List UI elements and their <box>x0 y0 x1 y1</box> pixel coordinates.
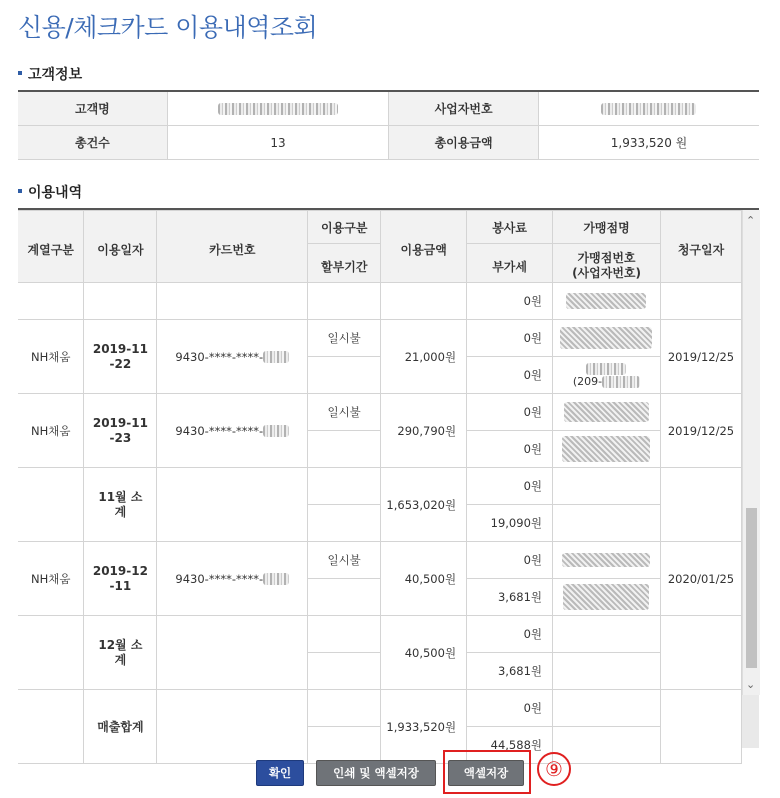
fee-cell: 0원 <box>467 320 553 357</box>
highlight-box <box>443 750 531 794</box>
card-cell: 9430-****-****- <box>157 394 308 468</box>
header-service-fee: 봉사료 <box>467 211 553 244</box>
customer-name-value <box>167 91 388 126</box>
header-billing-date: 청구일자 <box>661 211 742 289</box>
use-type-cell: 일시불 <box>308 320 381 357</box>
count-label: 총건수 <box>18 126 167 160</box>
fee-cell: 0원 <box>467 616 553 653</box>
table-row <box>18 690 742 727</box>
amount-cell: 21,000원 <box>381 320 467 394</box>
table-row <box>18 320 742 357</box>
date-cell: 2019-12 -11 <box>84 542 157 616</box>
biz-number-label: 사업자번호 <box>389 91 539 126</box>
chevron-up-icon[interactable]: ⌃ <box>746 214 756 227</box>
type-cell: NH채움 <box>18 320 84 394</box>
date-cell: 2019-11 -23 <box>84 394 157 468</box>
card-cell: 9430-****-****- <box>157 542 308 616</box>
merchant-no-cell <box>553 579 661 616</box>
table-row <box>18 283 742 320</box>
type-cell: NH채움 <box>18 394 84 468</box>
merchant-cell <box>553 542 661 579</box>
amount-cell: 1,653,020원 <box>381 468 467 542</box>
subtotal-label: 11월 소 계 <box>84 468 157 542</box>
vertical-scrollbar[interactable] <box>742 210 760 695</box>
header-use-type: 이용구분 <box>308 211 381 244</box>
fee-cell: 0원 <box>467 690 553 727</box>
vat-cell: 3,681원 <box>467 579 553 616</box>
customer-info-table <box>18 90 759 160</box>
header-merchant: 가맹점명 <box>553 211 661 244</box>
merchant-no-cell <box>553 431 661 468</box>
chevron-down-icon[interactable]: ⌄ <box>746 678 756 691</box>
card-cell: 9430-****-****- <box>157 320 308 394</box>
amount-cell: 40,500원 <box>381 616 467 690</box>
usage-table-header <box>18 210 742 289</box>
vat-cell: 44,588원 <box>467 727 553 764</box>
billing-cell: 2019/12/25 <box>660 394 741 468</box>
customer-section-title: 고객정보 <box>18 64 82 84</box>
subtotal-label: 12월 소 계 <box>84 616 157 690</box>
use-type-cell: 일시불 <box>308 394 381 431</box>
table-row <box>18 394 742 431</box>
fee-cell: 0원 <box>467 542 553 579</box>
billing-cell: 2020/01/25 <box>660 542 741 616</box>
excel-save-button[interactable]: 액셀저장 <box>448 760 524 786</box>
header-installment: 할부기간 <box>308 244 381 289</box>
vat-cell: 3,681원 <box>467 653 553 690</box>
vat-cell: 0원 <box>467 357 553 394</box>
usage-list <box>18 208 759 752</box>
merchant-cell <box>553 320 661 357</box>
confirm-button[interactable]: 확인 <box>256 760 304 786</box>
table-row <box>18 542 742 579</box>
use-type-cell: 일시불 <box>308 542 381 579</box>
print-excel-button[interactable]: 인쇄 및 액셀저장 <box>316 760 436 786</box>
total-amount-label: 총이용금액 <box>389 126 539 160</box>
fee-cell: 0원 <box>467 468 553 505</box>
vat-cell: 0원 <box>467 431 553 468</box>
usage-section-title: 이용내역 <box>18 182 82 202</box>
table-row <box>18 468 742 505</box>
page-title: 신용/체크카드 이용내역조회 <box>18 13 318 42</box>
header-card: 카드번호 <box>157 211 308 289</box>
vat-cell: 19,090원 <box>467 505 553 542</box>
amount-cell: 40,500원 <box>381 542 467 616</box>
biz-number-value <box>538 91 759 126</box>
table-row <box>18 616 742 653</box>
fee-cell: 0원 <box>467 394 553 431</box>
merchant-no-cell: (209- <box>553 357 661 394</box>
type-cell: NH채움 <box>18 542 84 616</box>
count-value: 13 <box>167 126 388 160</box>
amount-cell: 1,933,520원 <box>381 690 467 764</box>
usage-table-body <box>18 282 742 764</box>
date-cell: 2019-11 -22 <box>84 320 157 394</box>
header-vat: 부가세 <box>467 244 553 289</box>
merchant-cell <box>553 283 661 320</box>
total-amount-value: 1,933,520 원 <box>538 126 759 160</box>
grand-total-label: 매출합계 <box>84 690 157 764</box>
amount-cell: 290,790원 <box>381 394 467 468</box>
customer-name-label: 고객명 <box>18 91 167 126</box>
step-number-badge: ⑨ <box>537 752 571 786</box>
fee-cell: 0원 <box>467 283 553 320</box>
header-date: 이용일자 <box>84 211 157 289</box>
header-merchant-no: 가맹점번호 (사업자번호) <box>553 244 661 289</box>
header-type: 계열구분 <box>18 211 84 289</box>
merchant-cell <box>553 394 661 431</box>
header-amount: 이용금액 <box>381 211 467 289</box>
scrollbar-thumb[interactable] <box>746 508 757 668</box>
billing-cell: 2019/12/25 <box>660 320 741 394</box>
button-bar <box>0 760 780 790</box>
